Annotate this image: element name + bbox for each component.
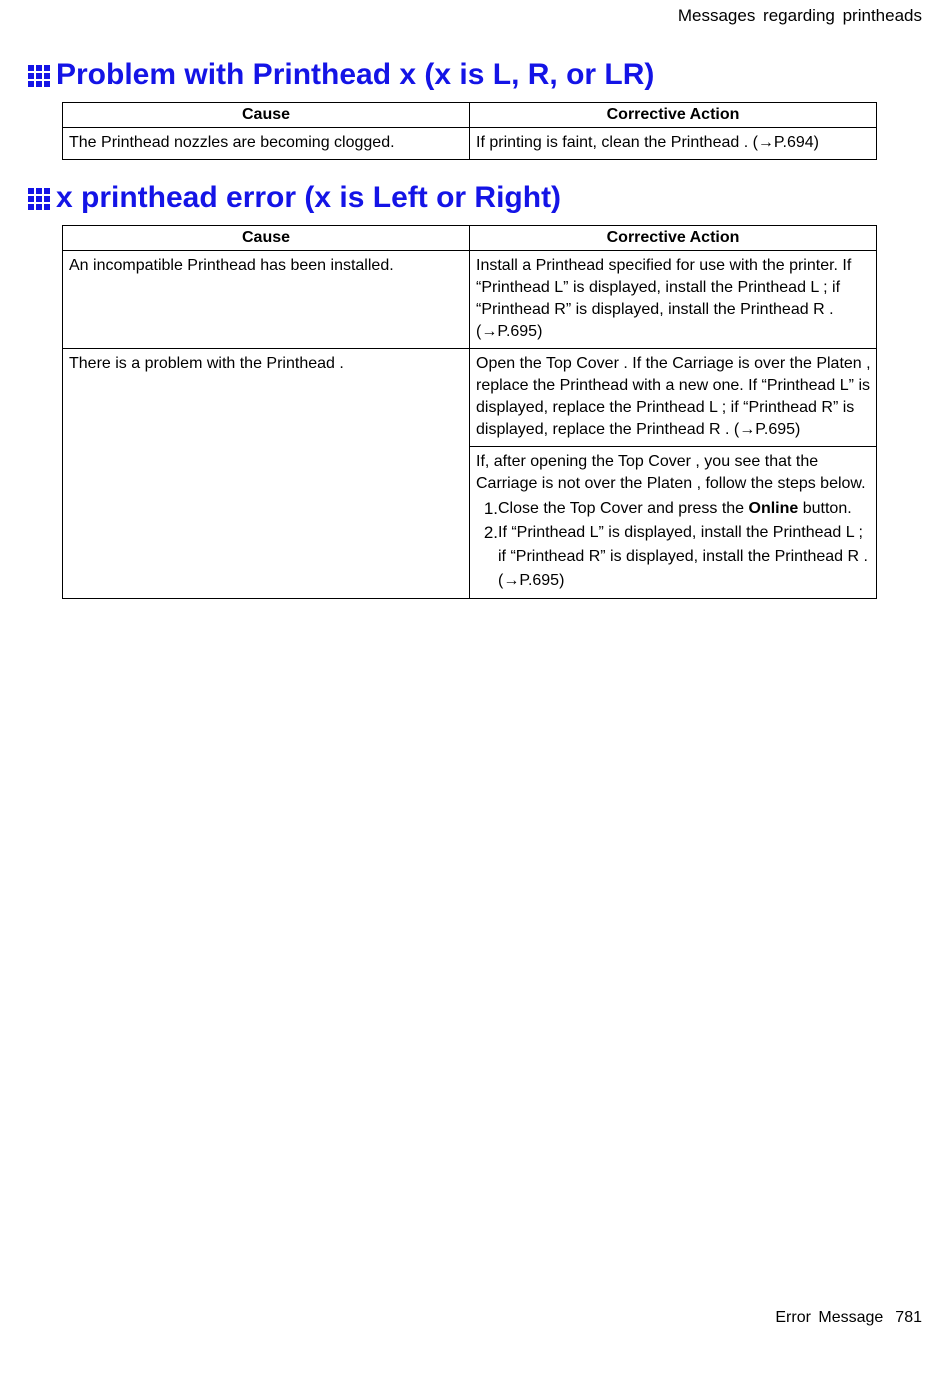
grid-icon [28, 65, 50, 87]
section-title-text: x printhead error (x is Left or Right) [56, 181, 562, 214]
page-footer [775, 1309, 922, 1327]
table-row [63, 128, 877, 160]
table-row [63, 349, 877, 447]
step-number: 1. [483, 499, 498, 518]
step-text: Close the Top Cover and press the Online button. [498, 500, 852, 517]
action-cell-steps [470, 447, 877, 599]
section-title-printhead-error [28, 181, 561, 215]
printhead-problem-table [62, 102, 877, 160]
printhead-error-table [62, 225, 877, 599]
section-title-text: Problem with Printhead x (x is L, R, or LR) [56, 58, 655, 91]
cause-cell: The Printhead nozzles are becoming clogged. [63, 128, 470, 160]
page-number: 781 [895, 1309, 922, 1326]
page-reference: (→P.695) [498, 572, 565, 589]
step-text: If “Printhead L” is displayed, install the Printhead L ; if “Printhead R” is displayed, install the Printhead R . (→P.695) [498, 524, 868, 589]
running-head: Messages regarding printheads [677, 6, 922, 25]
table-row [63, 251, 877, 349]
action-cell: If printing is faint, clean the Printhead . (→P.694) [470, 128, 877, 160]
cause-cell: An incompatible Printhead has been installed. [63, 251, 470, 349]
table-header-row [63, 226, 877, 251]
cause-cell: There is a problem with the Printhead . [63, 349, 470, 599]
section-title-printhead-problem [28, 58, 654, 92]
online-button-label: Online [748, 500, 799, 517]
action-cell: Open the Top Cover . If the Carriage is over the Platen , replace the Printhead with a new one. If “Printhead L” is displayed, replace the Printhead L ; if “Printhead R” is displayed, replace the Printhead R . (→P.695) [470, 349, 877, 447]
step-number: 2. [483, 523, 498, 542]
list-item [476, 497, 871, 521]
list-item [476, 521, 871, 593]
column-header-corrective-action: Corrective Action [470, 226, 877, 251]
column-header-corrective-action: Corrective Action [470, 103, 877, 128]
table-header-row [63, 103, 877, 128]
column-header-cause: Cause [63, 226, 470, 251]
column-header-cause: Cause [63, 103, 470, 128]
action-cell: Install a Printhead specified for use with the printer. If “Printhead L” is displayed, install the Printhead L ; if “Printhead R” is displayed, install the Printhead R . (→P.695) [470, 251, 877, 349]
steps-list [476, 497, 871, 593]
grid-icon [28, 188, 50, 210]
steps-intro: If, after opening the Top Cover , you see that the Carriage is not over the Platen , follow the steps below. [476, 453, 866, 492]
footer-section-name: Error Message [775, 1309, 884, 1326]
